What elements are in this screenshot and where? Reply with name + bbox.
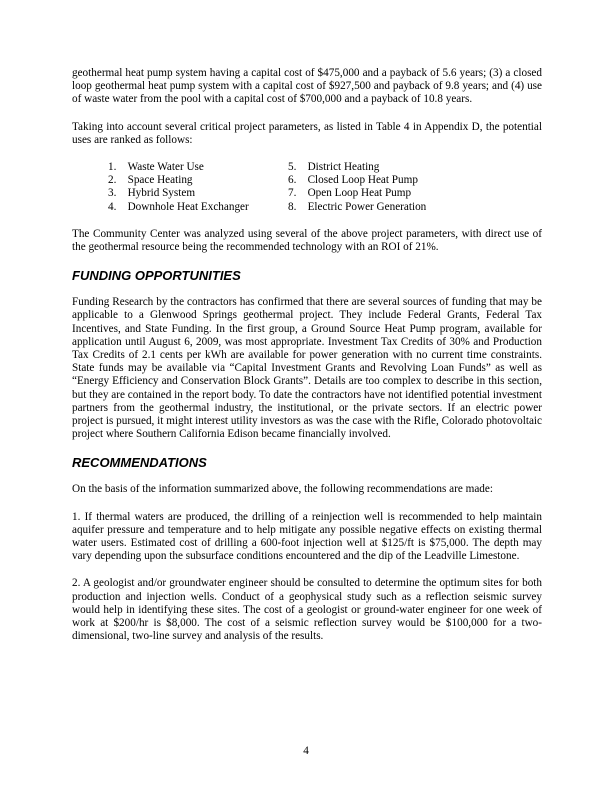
document-page [72,67,542,658]
ranked-uses-column-right [288,161,488,214]
community-center-paragraph: The Community Center was analyzed using several of the above project parameters, with direct use of the geothermal resource being the recommended technology with an ROI of 21%. [72,227,542,254]
list-item: 5. District Heating [288,161,380,174]
recommendation-2: 2. A geologist and/or groundwater engineer should be consulted to determine the optimum sites for both production and injection wells. Conduct of a geophysical study such as a reflection seismic survey would help in identifying these sites. The cost of a geologist or ground-water engineer for one week of work at $200/hr is $8,000. The cost of a seismic reflection survey would be $100,000 for a two-dimensional, two-line survey and analysis of the results. [72,577,542,643]
list-item: 3. Hybrid System [108,187,196,200]
list-item: 6. Closed Loop Heat Pump [288,174,418,187]
recommendations-intro: On the basis of the information summarized above, the following recommendations are made: [72,483,493,496]
recommendation-1: 1. If thermal waters are produced, the drilling of a reinjection well is recommended to help maintain aquifer pressure and temperature and to help mitigate any possible negative effects on existing thermal water users. Estimated cost of drilling a 600-foot injection well at $125/ft is $75,000. The depth may vary depending upon the subsurface conditions encountered and the dip of the Leadville Limestone. [72,510,542,563]
intro-paragraph-1: geothermal heat pump system having a capital cost of $475,000 and a payback of 5.6 years; (3) a closed loop geothermal heat pump system with a capital cost of $927,500 and payback of 9.8 years; and (4) use of waste water from the pool with a capital cost of $700,000 and a payback of 10.8 years. [72,67,542,106]
list-item: 2. Space Heating [108,174,193,187]
list-item: 4. Downhole Heat Exchanger [108,200,249,213]
list-item: 1. Waste Water Use [108,161,204,174]
recommendations-heading: RECOMMENDATIONS [72,455,207,471]
intro-paragraph-2: Taking into account several critical project parameters, as listed in Table 4 in Appendix D, the potential uses are ranked as follows: [72,120,542,146]
funding-paragraph: Funding Research by the contractors has confirmed that there are several sources of funding that may be applicable to a Glenwood Springs geothermal project. They include Federal Grants, Federal Tax Incentives, and State Funding. In the first group, a Ground Source Heat Pump program, available for application until August 6, 2009, was most appropriate. Investment Tax Credits of 30% and Production Tax Credits of 2.1 cents per kWh are available for power generation with no current time constraints. State funds may be available via “Capital Investment Grants and Revolving Loan Funds” as well as “Energy Efficiency and Conservation Block Grants”. Details are too complex to describe in this section, but they are contained in the report body. To date the contractors have not identified potential investment partners from the geothermal industry, the institutional, or the private sectors. If an electric power project is pursued, it might interest utility investors as was the case with the Rifle, Colorado photovoltaic project where Southern California Edison became financially involved. [72,296,542,441]
list-item: 7. Open Loop Heat Pump [288,187,412,200]
page-number: 4 [303,745,309,757]
ranked-uses-column-left [108,161,288,214]
list-item: 8. Electric Power Generation [288,200,427,213]
ranked-uses-list [72,161,542,214]
funding-heading: FUNDING OPPORTUNITIES [72,268,241,284]
